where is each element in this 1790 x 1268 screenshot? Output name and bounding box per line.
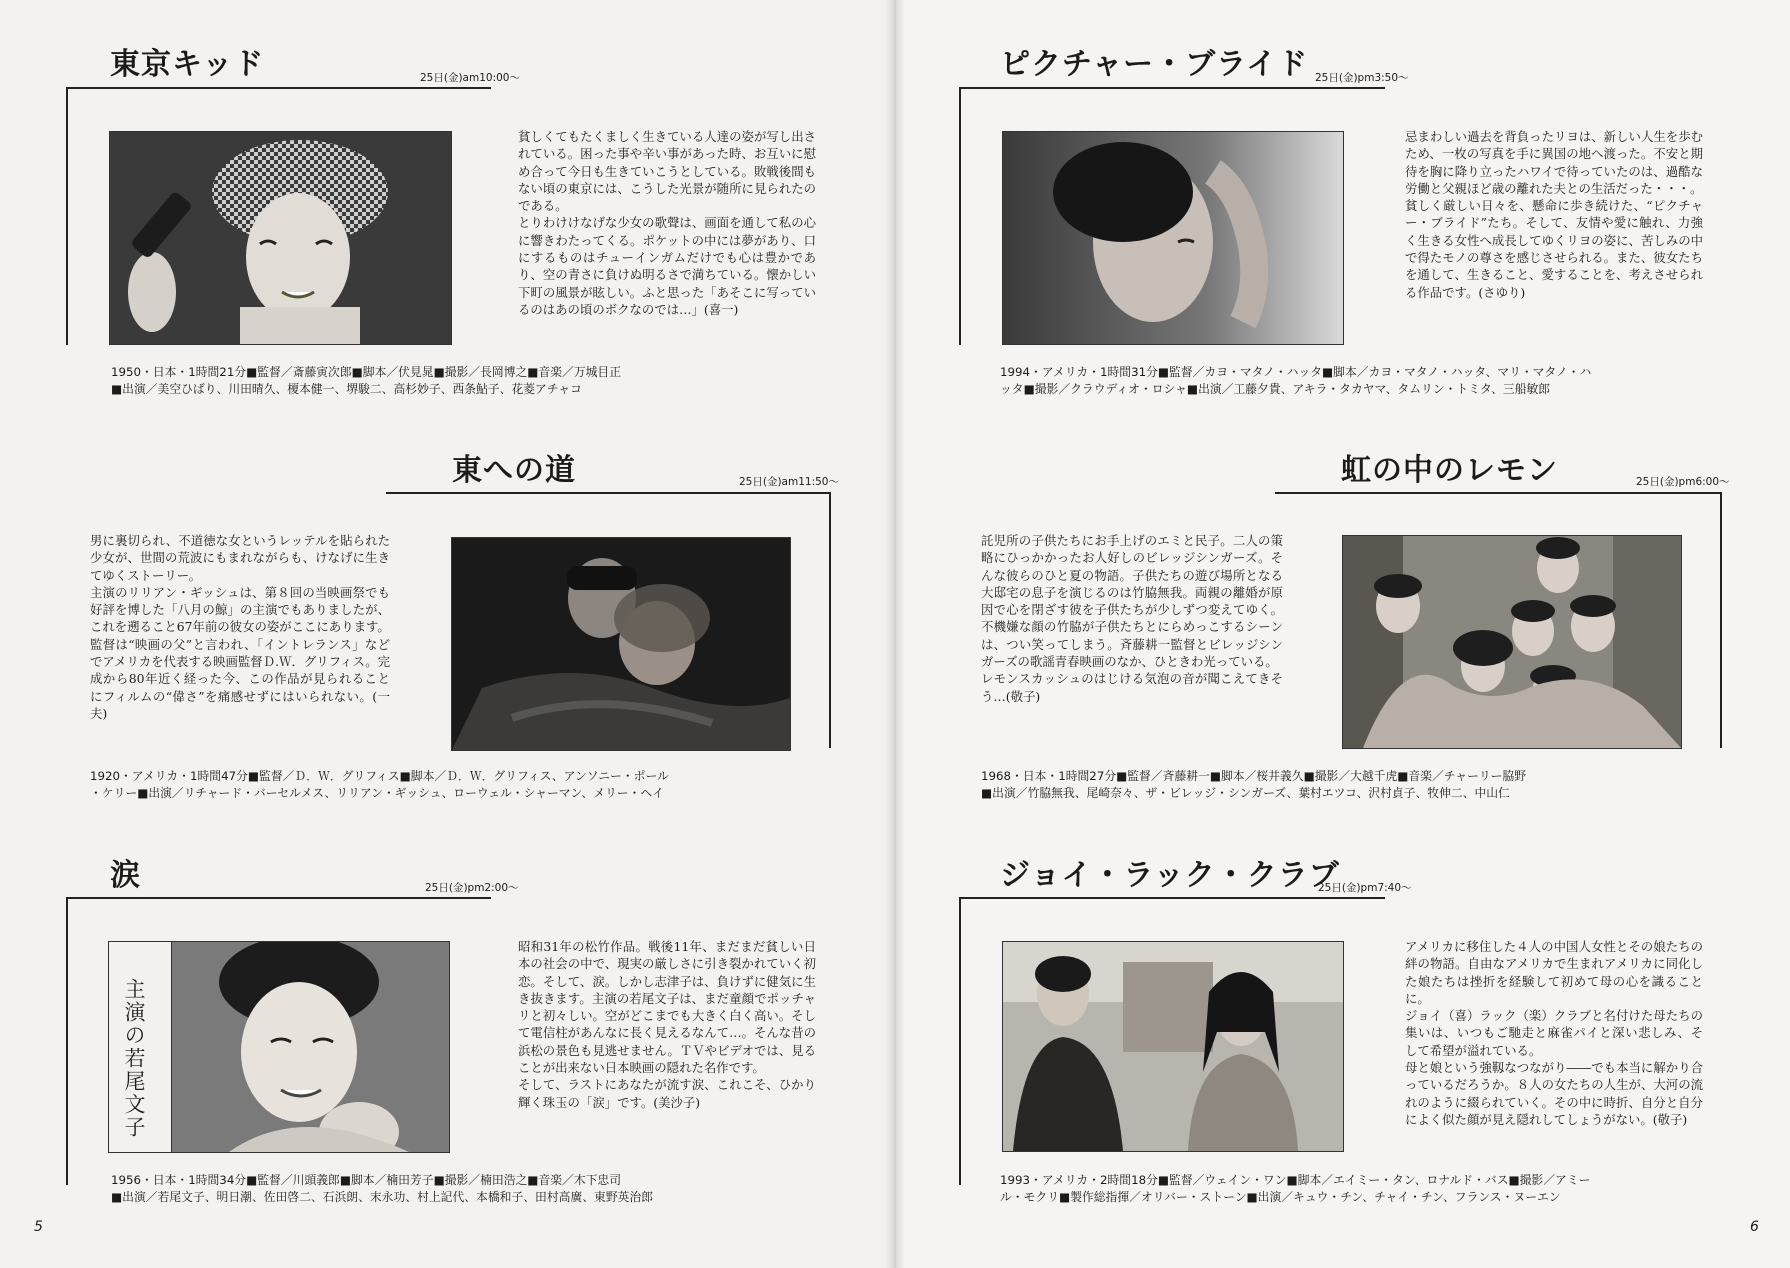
film-description bbox=[1405, 938, 1703, 1128]
credits-line: ル・モクリ■製作総指揮／オリバー・ストーン■出演／キュウ・チン、チャイ・チン、フランス・ヌーエン bbox=[1000, 1190, 1561, 1204]
book-gutter bbox=[885, 0, 905, 1268]
film-title: ピクチャー・ブライド bbox=[1000, 47, 1309, 82]
section-rule-vertical bbox=[959, 897, 961, 1185]
film-credits bbox=[111, 1172, 653, 1206]
photo-caption-box bbox=[109, 942, 172, 1152]
film-description bbox=[90, 532, 390, 722]
film-credits bbox=[981, 768, 1526, 802]
description-paragraph: アメリカに移住した４人の中国人女性とその娘たちの絆の物語。自由なアメリカで生まれアメリカに同化した娘たちは挫折を経験して初めて母の心を識ることに。 bbox=[1405, 939, 1703, 1006]
screening-time: 25日(金)pm7:40〜 bbox=[1318, 882, 1412, 894]
description-paragraph: ジョイ（喜）ラック（楽）クラブと名付けた母たちの集いは、いつもご馳走と麻雀パイと深い悲しみ、そして希望が溢れている。 bbox=[1405, 1008, 1703, 1058]
description-paragraph: 監督は“映画の父”と言われ、「イントレランス」などでアメリカを代表する映画監督Ｄ.Ｗ．グリフィス。完成から80年近く経った今、この作品が見られることにフィルムの“偉さ”を痛感せずにはいられない。(一夫) bbox=[90, 636, 390, 721]
section-rule-vertical bbox=[66, 897, 68, 1185]
description-paragraph: 主演のリリアン・ギッシュは、第８回の当映画祭でも好評を博した「八月の鯨」の主演でもありましたが、これを遡ること67年前の彼女の姿がここにあります。 bbox=[90, 584, 390, 635]
section-rule bbox=[959, 897, 1385, 899]
film-still-photo bbox=[1002, 941, 1344, 1152]
screening-time: 25日(金)am11:50〜 bbox=[739, 476, 839, 488]
credits-line: ■出演／竹脇無我、尾崎奈々、ザ・ビレッジ・シンガーズ、葉村エツコ、沢村貞子、牧伸二、中山仁 bbox=[981, 786, 1510, 800]
screening-time: 25日(金)pm2:00〜 bbox=[425, 882, 519, 894]
credits-line: 1968・日本・1時間27分■監督／斉藤耕一■脚本／桜井義久■撮影／大越千虎■音楽／チャーリー脇野 bbox=[981, 769, 1527, 783]
section-rule bbox=[959, 87, 1385, 89]
credits-line: 1956・日本・1時間34分■監督／川頭義郎■脚本／楠田芳子■撮影／楠田浩之■音楽／木下忠司 bbox=[111, 1173, 622, 1187]
credits-line: ■出演／若尾文子、明日潮、佐田啓二、石浜朗、末永功、村上記代、本橋和子、田村高廣、東野英治郎 bbox=[111, 1190, 654, 1204]
film-still-photo bbox=[1002, 131, 1344, 345]
film-still-photo bbox=[451, 537, 791, 751]
page-number: 6 bbox=[1750, 1219, 1759, 1235]
film-description bbox=[518, 938, 816, 1111]
screening-time: 25日(金)pm6:00〜 bbox=[1636, 476, 1730, 488]
right-page bbox=[895, 0, 1790, 1268]
description-paragraph: 昭和31年の松竹作品。戦後11年、まだまだ貧しい日本の社会の中で、現実の厳しさに引き裂かれていく初恋。そして、涙。しかし志津子は、負けずに健気に生き抜きます。主演の若尾文子は、まだ童顔でポッチャリと初々しい。空がどこまでも大きく白く高い。そして電信柱があんなに長く見えるなんて…。そんな昔の浜松の景色も見逃せません。ＴＶやビデオでは、見ることが出来ない日本映画の隠れた名作です。 bbox=[518, 939, 816, 1076]
section-rule-vertical bbox=[66, 87, 68, 345]
section-rule bbox=[66, 897, 491, 899]
section-rule bbox=[1275, 492, 1722, 494]
section-rule-vertical bbox=[1720, 492, 1722, 748]
film-still-photo bbox=[108, 941, 450, 1153]
film-credits bbox=[1000, 1172, 1590, 1206]
credits-line: ッタ■撮影／クラウディオ・ロシャ■出演／工藤夕貴、アキラ・タカヤマ、タムリン・トミタ、三船敏郎 bbox=[1000, 382, 1551, 396]
description-paragraph: レモンスカッシュのはじける気泡の音が聞こえてきそう…(敬子) bbox=[981, 671, 1283, 704]
film-title: ジョイ・ラック・クラブ bbox=[1000, 858, 1340, 893]
credits-line: 1920・アメリカ・1時間47分■監督／Ｄ．Ｗ．グリフィス■脚本／Ｄ．Ｗ．グリフィス、アンソニー・ポール bbox=[90, 769, 669, 783]
section-rule-vertical bbox=[959, 87, 961, 345]
film-title: 虹の中のレモン bbox=[1341, 453, 1558, 488]
description-paragraph: 託児所の子供たちにお手上げのエミと民子。二人の策略にひっかかったお人好しのビレッジシンガーズ。そんな彼らのひと夏の物語。子供たちの遊び場所となる大邸宅の息子を演じるのは竹脇無我。両親の離婚が原因で心を閉ざす彼を子供たちが少しずつ変えてゆく。不機嫌な顔の竹脇が子供たちとにらめっこするシーンは、つい笑ってしまう。斉藤耕一監督とビレッジシンガーズの歌謡青春映画のなか、ひときわ光っている。 bbox=[981, 533, 1283, 670]
section-rule bbox=[66, 87, 491, 89]
description-paragraph: とりわけけなげな少女の歌聲は、画面を通して私の心に響きわたってくる。ポケットの中には夢があり、口にするものはチューインガムだけでも心は豊かであり、空の青さに負けぬ明るさで満ちている。懐かしい下町の風景が眩しい。ふと思った「あそこに写っているのはあの頃のボクなのでは…」(喜一) bbox=[518, 215, 816, 317]
film-credits bbox=[111, 364, 621, 398]
film-description bbox=[1405, 128, 1703, 301]
film-title: 東への道 bbox=[452, 453, 576, 488]
credits-line: 1993・アメリカ・2時間18分■監督／ウェイン・ワン■脚本／エイミー・タン、ロナルド・バス■撮影／アミー bbox=[1000, 1173, 1591, 1187]
film-title: 東京キッド bbox=[110, 47, 265, 82]
screening-time: 25日(金)pm3:50〜 bbox=[1315, 72, 1409, 84]
credits-line: ■出演／美空ひばり、川田晴久、榎本健一、堺駿二、高杉妙子、西条鮎子、花菱アチャコ bbox=[111, 382, 582, 396]
film-credits bbox=[90, 768, 669, 802]
page-number: 5 bbox=[34, 1219, 43, 1235]
credits-line: 1950・日本・1時間21分■監督／斎藤寅次郎■脚本／伏見晁■撮影／長岡博之■音楽／万城目正 bbox=[111, 365, 622, 379]
film-still-photo bbox=[109, 131, 452, 345]
description-paragraph: 貧しくてもたくましく生きている人達の姿が写し出されている。困った事や辛い事があった時、お互いに慰め合って今日も生きていこうとしている。敗戦後間もない頃の東京には、こうした光景が随所に見られたのである。 bbox=[518, 129, 816, 214]
description-paragraph: 忌まわしい過去を背負ったリヨは、新しい人生を歩むため、一枚の写真を手に異国の地へ渡った。不安と期待を胸に降り立ったハワイで待っていたのは、過酷な労働と父親ほど歳の離れた夫との生活だった・・・。 bbox=[1405, 129, 1703, 196]
screening-time: 25日(金)am10:00〜 bbox=[420, 72, 520, 84]
description-paragraph: 男に裏切られ、不道徳な女というレッテルを貼られた少女が、世間の荒波にもまれながらも、けなげに生きてゆくストーリー。 bbox=[90, 533, 390, 583]
film-description bbox=[518, 128, 816, 318]
film-credits bbox=[1000, 364, 1591, 398]
credits-line: 1994・アメリカ・1時間31分■監督／カヨ・マタノ・ハッタ■脚本／カヨ・マタノ・ハッタ、マリ・マタノ・ハ bbox=[1000, 365, 1592, 379]
film-description bbox=[981, 532, 1283, 705]
description-paragraph: そして、ラストにあなたが流す涙、これこそ、ひかり輝く珠玉の「涙」です。(美沙子) bbox=[518, 1077, 816, 1110]
section-rule-vertical bbox=[829, 492, 831, 748]
description-paragraph: 母と娘という強靱なつながり――でも本当に解かり合っているだろうか。８人の女たちの人生が、大河の流れのように綴られていく。その中に時折、自分と自分によく似た顔が見え隠れしてしょうがない。(敬子) bbox=[1405, 1060, 1703, 1127]
film-title: 涙 bbox=[110, 858, 141, 893]
section-rule bbox=[386, 492, 831, 494]
credits-line: ・ケリー■出演／リチャード・バーセルメス、リリアン・ギッシュ、ローウェル・シャーマン、メリー・ヘイ bbox=[90, 786, 664, 800]
photo-caption: 主演の若尾文子 bbox=[122, 978, 146, 1139]
description-paragraph: 貧しく厳しい日々を、懸命に歩き続けた、“ピクチャー・ブライド”たち。そして、友情や愛に触れ、力強く生きる女性へ成長してゆくリヨの姿に、苦しみの中で得たモノの尊さを感じさせられる。また、彼女たちを通して、生きること、愛することを、考えさせられる作品です。(さゆり) bbox=[1405, 198, 1703, 300]
film-still-photo bbox=[1342, 535, 1682, 749]
